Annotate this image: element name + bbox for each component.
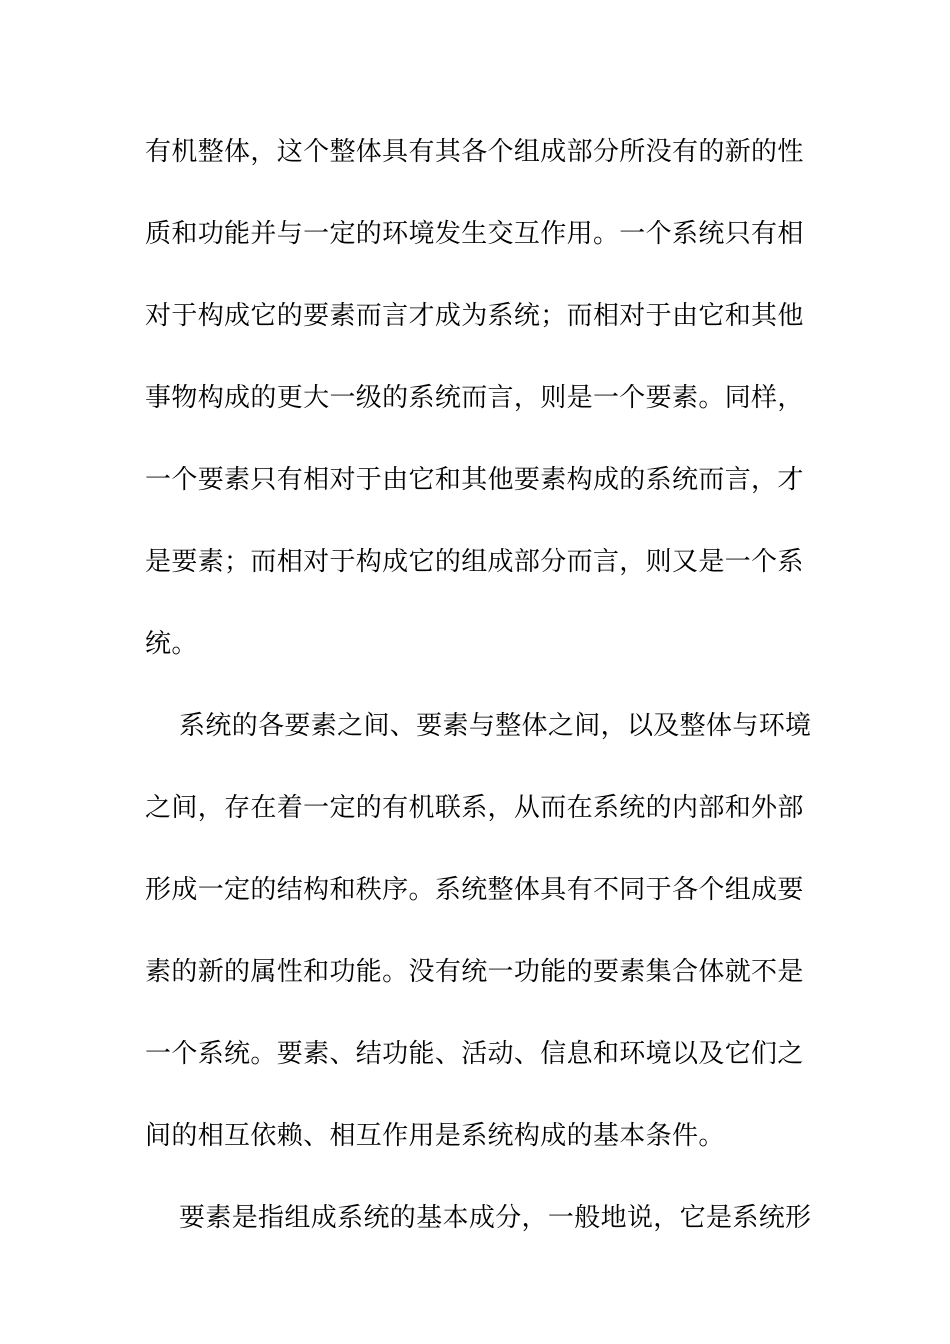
- paragraph-start-line: 系统的各要素之间、要素与整体之间，以及整体与环境: [179, 711, 812, 741]
- text-line: 有机整体，这个整体具有其各个组成部分所没有的新的性: [145, 137, 804, 167]
- text-line: 是要素；而相对于构成它的组成部分而言，则又是一个系: [145, 547, 804, 577]
- text-line: 一个要素只有相对于由它和其他要素构成的系统而言，才: [145, 465, 804, 495]
- text-line: 素的新的属性和功能。没有统一功能的要素集合体就不是: [145, 957, 804, 987]
- text-line: 形成一定的结构和秩序。系统整体具有不同于各个组成要: [145, 875, 804, 905]
- text-line: 统。: [145, 629, 198, 659]
- paragraph-start-line: 要素是指组成系统的基本成分，一般地说，它是系统形: [179, 1203, 812, 1233]
- text-line: 对于构成它的要素而言才成为系统；而相对于由它和其他: [145, 301, 804, 331]
- body-text: [145, 126, 810, 1274]
- text-line: 事物构成的更大一级的系统而言，则是一个要素。同样，: [145, 383, 804, 413]
- text-line: 之间，存在着一定的有机联系，从而在系统的内部和外部: [145, 793, 804, 823]
- text-line: 质和功能并与一定的环境发生交互作用。一个系统只有相: [145, 219, 804, 249]
- text-line: 一个系统。要素、结功能、活动、信息和环境以及它们之: [145, 1039, 804, 1069]
- text-line: 间的相互依赖、相互作用是系统构成的基本条件。: [145, 1121, 725, 1151]
